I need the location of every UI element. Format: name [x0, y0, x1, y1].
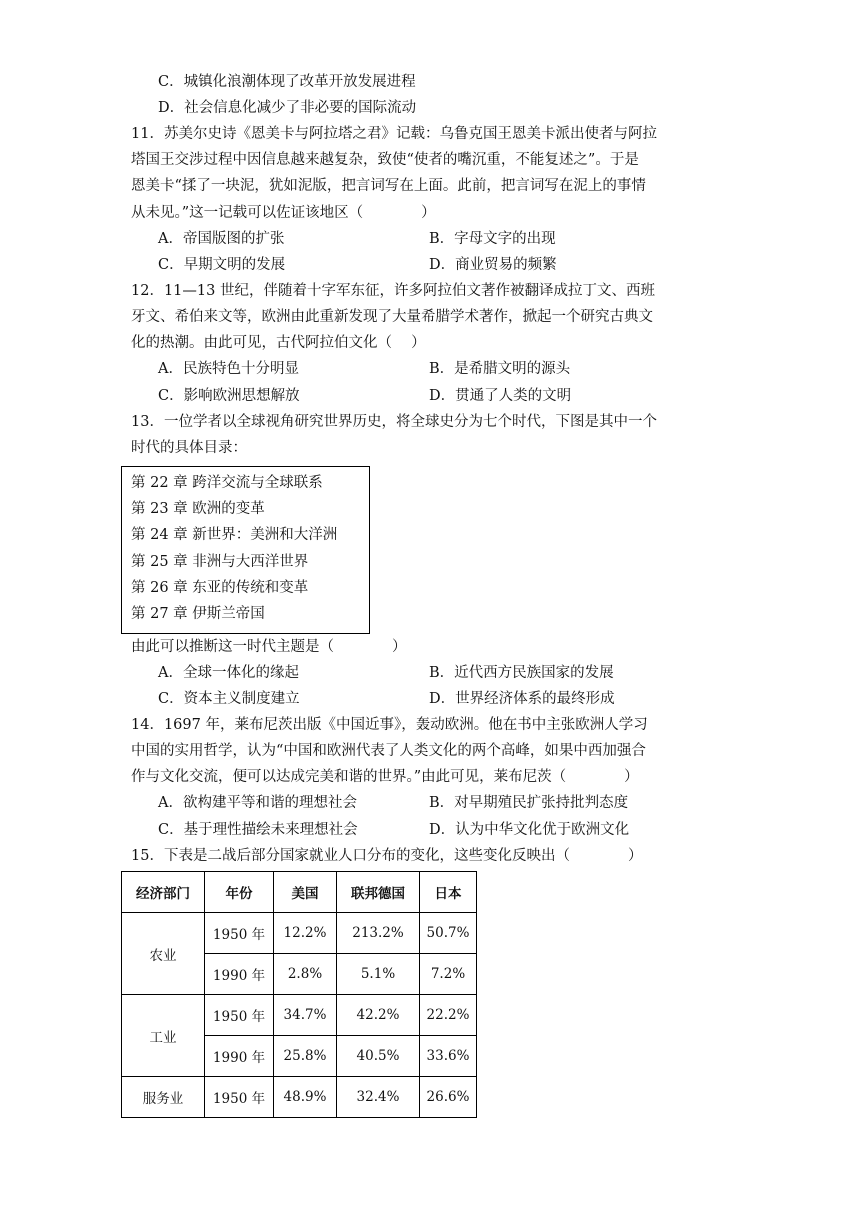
q13-question: 由此可以推断这一时代主题是（ ）	[131, 639, 407, 655]
value-cell: 32.4%	[337, 1077, 420, 1118]
year-cell: 1990 年	[205, 954, 274, 995]
header-west-germany: 联邦德国	[337, 872, 420, 913]
q11-stem-line: 恩美卡“揉了一块泥，犹如泥版，把言词写在上面。此前，把言词写在泥上的事情	[131, 178, 646, 194]
q15-stem: 15．下表是二战后部分国家就业人口分布的变化，这些变化反映出（ ）	[131, 848, 643, 864]
q14-stem-line: 中国的实用哲学，认为“中国和欧洲代表了人类文化的两个高峰，如果中西加强合	[131, 743, 646, 759]
table-of-contents-box	[121, 466, 370, 634]
q11-option-c: C．早期文明的发展	[158, 257, 286, 273]
table-row	[122, 1077, 477, 1118]
value-cell: 42.2%	[337, 995, 420, 1036]
value-cell: 50.7%	[420, 913, 477, 954]
year-cell: 1950 年	[205, 913, 274, 954]
q12-option-b: B．是希腊文明的源头	[429, 361, 571, 377]
toc-entry: 第 23 章 欧洲的变革	[131, 501, 265, 517]
employment-table	[121, 871, 477, 1118]
year-cell: 1950 年	[205, 1077, 274, 1118]
sector-cell: 服务业	[122, 1077, 205, 1118]
header-us: 美国	[274, 872, 337, 913]
value-cell: 26.6%	[420, 1077, 477, 1118]
q11-stem-line: 从未见。”这一记载可以佐证该地区（ ）	[131, 205, 436, 221]
sector-cell: 农业	[122, 913, 205, 995]
q12-stem-line: 牙文、希伯来文等，欧洲由此重新发现了大量希腊学术著作，掀起一个研究古典文	[131, 309, 653, 325]
q11-option-b: B．字母文字的出现	[429, 231, 556, 247]
toc-entry: 第 22 章 跨洋交流与全球联系	[131, 475, 323, 491]
q13-stem-line: 13．一位学者以全球视角研究世界历史，将全球史分为七个时代，下图是其中一个	[131, 414, 657, 430]
table-row	[122, 913, 477, 954]
toc-entry: 第 25 章 非洲与大西洋世界	[131, 554, 309, 570]
toc-entry: 第 26 章 东亚的传统和变革	[131, 580, 309, 596]
header-sector: 经济部门	[122, 872, 205, 913]
value-cell: 33.6%	[420, 1036, 477, 1077]
q12-stem-line: 化的热潮。由此可见，古代阿拉伯文化（ ）	[131, 335, 426, 351]
value-cell: 40.5%	[337, 1036, 420, 1077]
q12-option-a: A．民族特色十分明显	[158, 361, 299, 377]
value-cell: 5.1%	[337, 954, 420, 995]
value-cell: 34.7%	[274, 995, 337, 1036]
q12-option-c: C．影响欧洲思想解放	[158, 388, 300, 404]
q10-option-d: D．社会信息化减少了非必要的国际流动	[158, 100, 417, 116]
q12-stem-line: 12．11—13 世纪，伴随着十字军东征，许多阿拉伯文著作被翻译成拉丁文、西班	[131, 283, 655, 299]
q11-stem-line: 塔国王交涉过程中因信息越来越复杂，致使“使者的嘴沉重，不能复述之”。于是	[131, 152, 639, 168]
value-cell: 25.8%	[274, 1036, 337, 1077]
value-cell: 7.2%	[420, 954, 477, 995]
sector-cell: 工业	[122, 995, 205, 1077]
q11-option-d: D．商业贸易的频繁	[429, 257, 557, 273]
header-japan: 日本	[420, 872, 477, 913]
q12-option-d: D．贯通了人类的文明	[429, 388, 572, 404]
q11-option-a: A．帝国版图的扩张	[158, 231, 285, 247]
q11-stem-line: 11．苏美尔史诗《恩美卡与阿拉塔之君》记载：乌鲁克国王恩美卡派出使者与阿拉	[131, 126, 657, 142]
q14-option-b: B．对早期殖民扩张持批判态度	[429, 795, 629, 811]
q14-option-a: A．欲构建平等和谐的理想社会	[158, 795, 357, 811]
value-cell: 213.2%	[337, 913, 420, 954]
q13-stem-line: 时代的具体目录：	[131, 440, 247, 456]
header-year: 年份	[205, 872, 274, 913]
year-cell: 1950 年	[205, 995, 274, 1036]
table-header-row	[122, 872, 477, 913]
year-cell: 1990 年	[205, 1036, 274, 1077]
q14-option-c: C．基于理性描绘未来理想社会	[158, 822, 358, 838]
q13-option-a: A．全球一体化的缘起	[158, 665, 299, 681]
q14-stem-line: 14．1697 年，莱布尼茨出版《中国近事》，轰动欧洲。他在书中主张欧洲人学习	[131, 717, 648, 733]
value-cell: 48.9%	[274, 1077, 337, 1118]
q10-option-c: C．城镇化浪潮体现了改革开放发展进程	[158, 74, 416, 90]
q14-stem-line: 作与文化交流，便可以达成完美和谐的世界。”由此可见，莱布尼茨（ ）	[131, 769, 639, 785]
q13-option-b: B．近代西方民族国家的发展	[429, 665, 614, 681]
toc-entry: 第 24 章 新世界：美洲和大洋洲	[131, 527, 338, 543]
value-cell: 12.2%	[274, 913, 337, 954]
table-row	[122, 995, 477, 1036]
value-cell: 22.2%	[420, 995, 477, 1036]
value-cell: 2.8%	[274, 954, 337, 995]
q13-option-d: D．世界经济体系的最终形成	[429, 691, 615, 707]
toc-entry: 第 27 章 伊斯兰帝国	[131, 606, 265, 622]
q14-option-d: D．认为中华文化优于欧洲文化	[429, 822, 630, 838]
q13-option-c: C．资本主义制度建立	[158, 691, 300, 707]
